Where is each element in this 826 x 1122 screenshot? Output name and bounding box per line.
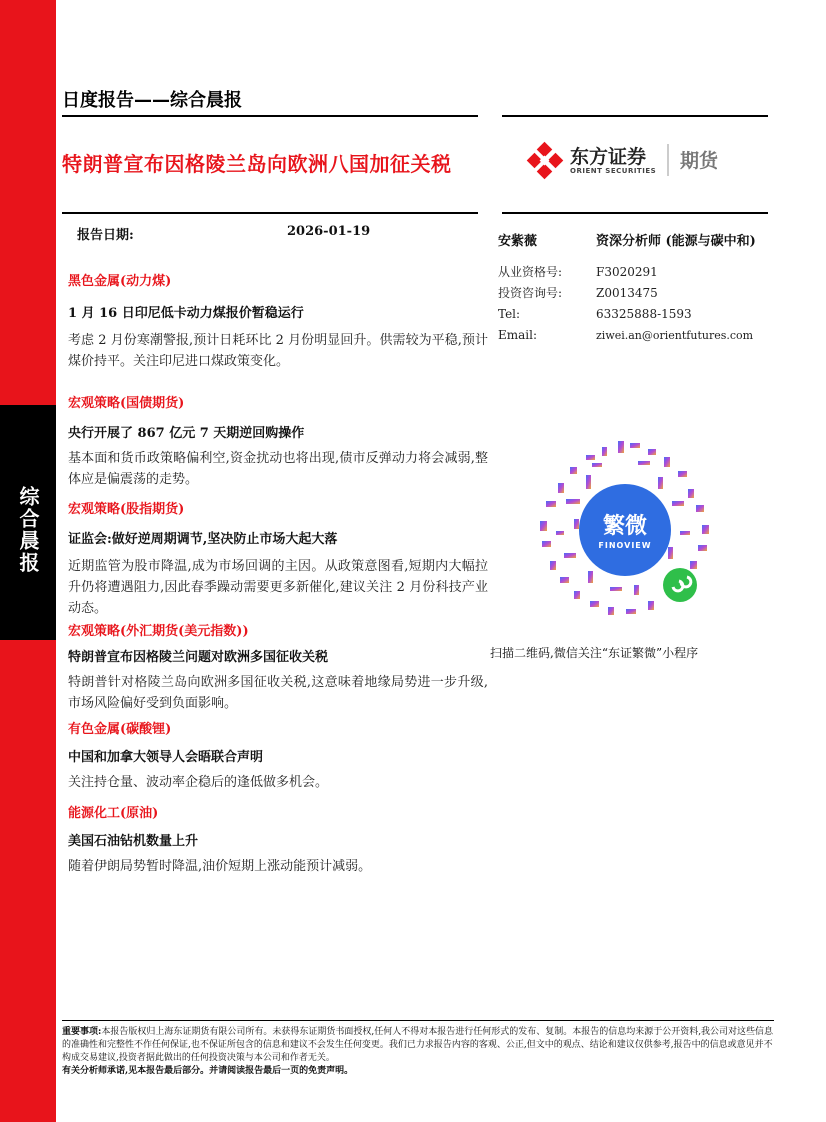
logo-name-en: ORIENT SECURITIES [570, 167, 657, 175]
header-rule-left [62, 115, 478, 117]
section-fx [68, 620, 488, 718]
analyst-panel [498, 232, 778, 346]
info-label: 投资咨询号: [498, 286, 563, 300]
info-value: F3020291 [596, 265, 658, 279]
analyst-consult-row [498, 283, 778, 304]
disclaimer [62, 1026, 774, 1078]
analyst-email-row [498, 325, 778, 346]
sidebar-label: 综合晨报 [16, 486, 40, 574]
section-body: 关注持仓量、波动率企稳后的逢低做多机会。 [68, 775, 329, 790]
section-headline: 央行开展了 867 亿元 7 天期逆回购操作 [68, 426, 305, 441]
date-rule-right [502, 212, 768, 214]
analyst-tel-row [498, 304, 778, 325]
section-body: 随着伊朗局势暂时降温,油价短期上涨动能预计减弱。 [68, 859, 372, 874]
disclaimer-label: 重要事项: [62, 1027, 102, 1037]
section-index [68, 498, 488, 620]
section-category: 能源化工(原油) [68, 806, 159, 821]
section-headline: 特朗普宣布因格陵兰问题对欧洲多国征收关税 [68, 650, 329, 665]
orient-logo [526, 140, 776, 180]
analyst-license-row [498, 262, 778, 283]
info-label: Tel: [498, 307, 521, 321]
section-category: 宏观策略(外汇期货(美元指数)) [68, 624, 249, 639]
section-category: 宏观策略(国债期货) [68, 396, 185, 411]
section-headline: 1 月 16 日印尼低卡动力煤报价暂稳运行 [68, 306, 304, 321]
analyst-header [498, 232, 778, 252]
report-type-title: 日度报告——综合晨报 [62, 90, 242, 111]
section-headline: 美国石油钻机数量上升 [68, 834, 199, 849]
analyst-title: 资深分析师 (能源与碳中和) [596, 234, 756, 249]
section-lithium [68, 718, 488, 802]
section-body: 考虑 2 月份寒潮警报,预计日耗环比 2 月份明显回升。供需较为平稳,预计煤价持平。关注印尼进口煤政策变化。 [68, 333, 488, 369]
section-crude [68, 802, 488, 877]
section-body: 特朗普针对格陵兰岛向欧洲多国征收关税,这意味着地缘局势进一步升级,市场风险偏好受到负面影响。 [68, 675, 488, 711]
disclaimer-text: 本报告版权归上海东证期货有限公司所有。未获得东证期货书面授权,任何人不得对本报告进行任何形式的发布、复制。本报告的信息均来源于公开资料,我公司对这些信息的准确性和完整性不作任何保证,也不保证所包含的信息和建议不会发生任何变更。我们已力求报告内容的客观、公正,但文中的观点、结论和建议仅供参考,报告中的信息或意见并不构成交易建议,投资者据此做出的任何投资决策与本公司和作者无关。 [62, 1027, 774, 1063]
qr-center-sub: FINOVIEW [598, 541, 652, 550]
section-body: 基本面和货币政策略偏利空,资金扰动也将出现,债市反弹动力将会减弱,整体应是偏震荡的走势。 [68, 451, 488, 487]
sections-column [68, 270, 488, 877]
section-category: 宏观策略(股指期货) [68, 502, 185, 517]
logo-division: 期货 [680, 150, 719, 172]
section-treasury [68, 392, 488, 498]
analyst-email-link[interactable]: ziwei.an@orientfutures.com [596, 329, 754, 342]
header-rule-right [502, 115, 768, 117]
info-value: Z0013475 [596, 286, 658, 300]
qr-center-text: 繁微 [602, 514, 647, 539]
footer-rule [62, 1020, 774, 1021]
qr-caption: 扫描二维码,微信关注“东证繁微”小程序 [490, 646, 699, 660]
info-value: 63325888-1593 [596, 307, 692, 321]
date-rule-left [62, 212, 478, 214]
mini-program-qr-code[interactable] [530, 435, 720, 625]
report-date-value: 2026-01-19 [287, 224, 371, 239]
report-date-label: 报告日期: [77, 228, 134, 243]
section-headline: 中国和加拿大领导人会晤联合声明 [68, 750, 264, 765]
disclaimer-note: 有关分析师承诺,见本报告最后部分。并请阅读报告最后一页的免责声明。 [62, 1066, 354, 1076]
analyst-name: 安紫薇 [498, 234, 538, 249]
page-title: 特朗普宣布因格陵兰岛向欧洲八国加征关税 [62, 152, 452, 176]
logo-name-cn: 东方证券 [570, 146, 647, 168]
info-label: 从业资格号: [498, 265, 563, 279]
section-headline: 证监会:做好逆周期调节,坚决防止市场大起大落 [68, 532, 338, 547]
section-body: 近期监管为股市降温,成为市场回调的主因。从政策意图看,短期内大幅拉升仍将遭遇阻力,因此春季躁动需要更多新催化,建议关注 2 月份科技产业动态。 [68, 559, 488, 616]
section-coal [68, 270, 488, 392]
info-label: Email: [498, 328, 538, 342]
section-category: 有色金属(碳酸锂) [68, 722, 172, 737]
section-category: 黑色金属(动力煤) [68, 274, 172, 289]
